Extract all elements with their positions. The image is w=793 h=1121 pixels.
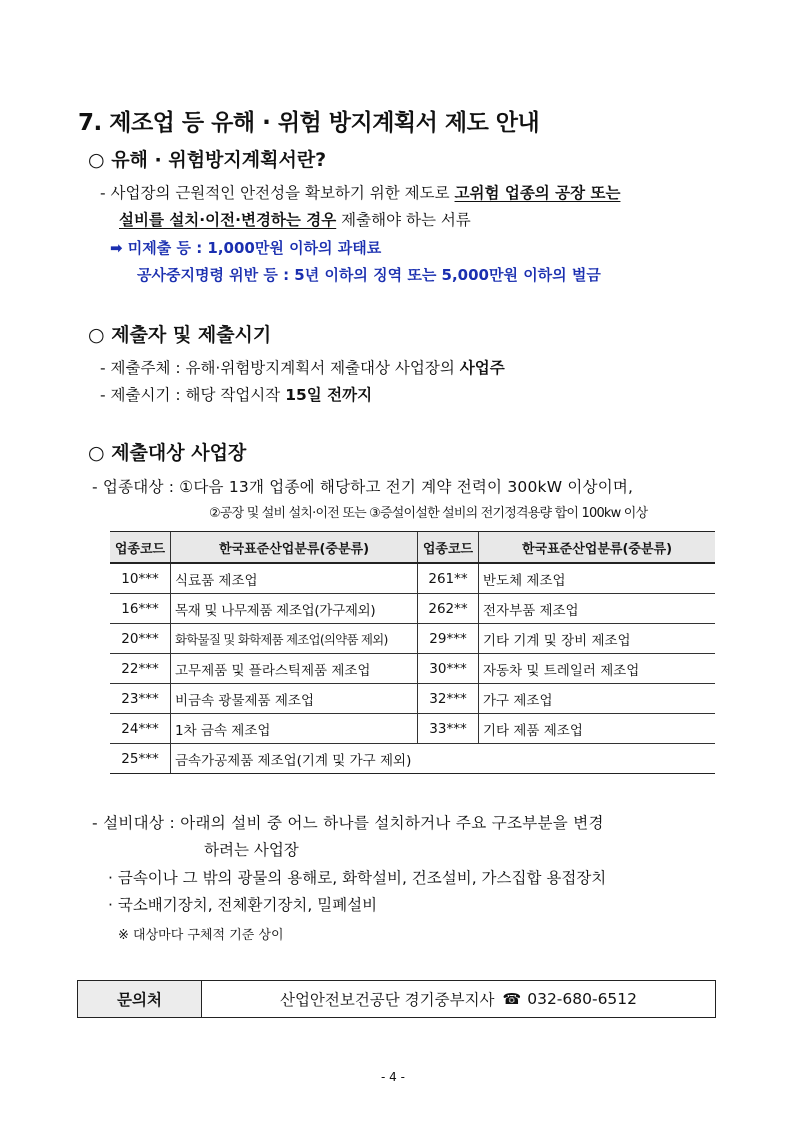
category-cell: 화학물질 및 화학제품 제조업(의약품 제외) (171, 624, 418, 654)
code-cell: 10*** (110, 563, 171, 594)
category-cell: 가구 제조업 (479, 684, 716, 714)
category-cell: 전자부품 제조업 (479, 594, 716, 624)
category-cell: 반도체 제조업 (479, 563, 716, 594)
table-row (110, 624, 715, 654)
category-cell: 1차 금속 제조업 (171, 714, 418, 744)
code-cell: 29*** (418, 624, 479, 654)
category-cell: 기타 기계 및 장비 제조업 (479, 624, 716, 654)
code-cell: 23*** (110, 684, 171, 714)
category-cell: 식료품 제조업 (171, 563, 418, 594)
equipment-target-line-2: 하려는 사업장 (204, 841, 299, 859)
category-cell: 기타 제품 제조업 (479, 714, 716, 744)
code-cell: 30*** (418, 654, 479, 684)
contact-phone: 032-680-6512 (527, 990, 638, 1008)
definition-line-1 (100, 181, 620, 203)
contact-organization: 산업안전보건공단 경기중부지사 (279, 991, 495, 1009)
code-cell: 33*** (418, 714, 479, 744)
table-row (110, 744, 715, 774)
code-cell: 24*** (110, 714, 171, 744)
definition-text-2: 제출해야 하는 서류 (336, 211, 471, 229)
deadline-text: - 제출시기 : 해당 작업시작 (100, 386, 286, 404)
header-code-2: 업종코드 (418, 532, 479, 564)
deadline-emphasis: 15일 전까지 (285, 386, 373, 404)
table-row (110, 714, 715, 744)
table-row (110, 684, 715, 714)
code-cell: 32*** (418, 684, 479, 714)
contact-box (77, 980, 716, 1018)
criteria-note: ※ 대상마다 구체적 기준 상이 (118, 928, 284, 943)
category-cell: 목재 및 나무제품 제조업(가구제외) (171, 594, 418, 624)
telephone-icon: ☎ (502, 990, 522, 1008)
code-cell: 16*** (110, 594, 171, 624)
section-heading-target: ○ 제출대상 사업장 (88, 442, 247, 464)
contact-value (202, 981, 715, 1017)
submitter-emphasis: 사업주 (459, 359, 505, 377)
deadline-line (100, 383, 372, 405)
page-number: - 4 - (381, 1070, 405, 1084)
header-category-2: 한국표준산업분류(중분류) (479, 532, 716, 564)
header-code-1: 업종코드 (110, 532, 171, 564)
category-cell: 금속가공제품 제조업(기계 및 가구 제외) (171, 744, 716, 774)
category-cell: 고무제품 및 플라스틱제품 제조업 (171, 654, 418, 684)
category-cell: 자동차 및 트레일러 제조업 (479, 654, 716, 684)
code-cell: 262** (418, 594, 479, 624)
equipment-target-line-1: - 설비대상 : 아래의 설비 중 어느 하나를 설치하거나 주요 구조부분을 변경 (92, 814, 604, 832)
table-header-row (110, 532, 715, 564)
definition-text: - 사업장의 근원적인 안전성을 확보하기 위한 제도로 (100, 184, 455, 202)
industry-target-line-1: - 업종대상 : ①다음 13개 업종에 해당하고 전기 계약 전력이 300kW 이상이며, (92, 478, 634, 496)
code-cell: 22*** (110, 654, 171, 684)
page-title: 7. 제조업 등 유해 · 위험 방지계획서 제도 안내 (78, 110, 540, 136)
industry-target-line-2: ②공장 및 설비 설치·이전 또는 ③증설이설한 설비의 전기정격용량 합이 100kw 이상 (209, 506, 648, 521)
code-cell: 261** (418, 563, 479, 594)
submitter-text: - 제출주체 : 유해·위험방지계획서 제출대상 사업장의 (100, 359, 460, 377)
penalty-line-1: ➡ 미제출 등 : 1,000만원 이하의 과태료 (110, 239, 382, 257)
definition-emphasis-2: 설비를 설치·이전·변경하는 경우 (119, 211, 337, 229)
industry-code-table (110, 531, 715, 774)
contact-label: 문의처 (78, 981, 202, 1017)
section-heading-submitter: ○ 제출자 및 제출시기 (88, 324, 272, 346)
category-cell: 비금속 광물제품 제조업 (171, 684, 418, 714)
code-cell: 20*** (110, 624, 171, 654)
table-row (110, 563, 715, 594)
section-heading-plan: ○ 유해 · 위험방지계획서란? (88, 149, 327, 171)
definition-line-2 (119, 208, 471, 230)
code-cell: 25*** (110, 744, 171, 774)
equipment-bullet-1: · 금속이나 그 밖의 광물의 용해로, 화학설비, 건조설비, 가스집합 용접장치 (108, 869, 607, 887)
header-category-1: 한국표준산업분류(중분류) (171, 532, 418, 564)
equipment-bullet-2: · 국소배기장치, 전체환기장치, 밀폐설비 (108, 896, 378, 914)
table-row (110, 654, 715, 684)
submitter-line (100, 356, 505, 378)
table-row (110, 594, 715, 624)
penalty-line-2: 공사중지명령 위반 등 : 5년 이하의 징역 또는 5,000만원 이하의 벌금 (137, 266, 601, 284)
definition-emphasis: 고위험 업종의 공장 또는 (454, 184, 621, 202)
